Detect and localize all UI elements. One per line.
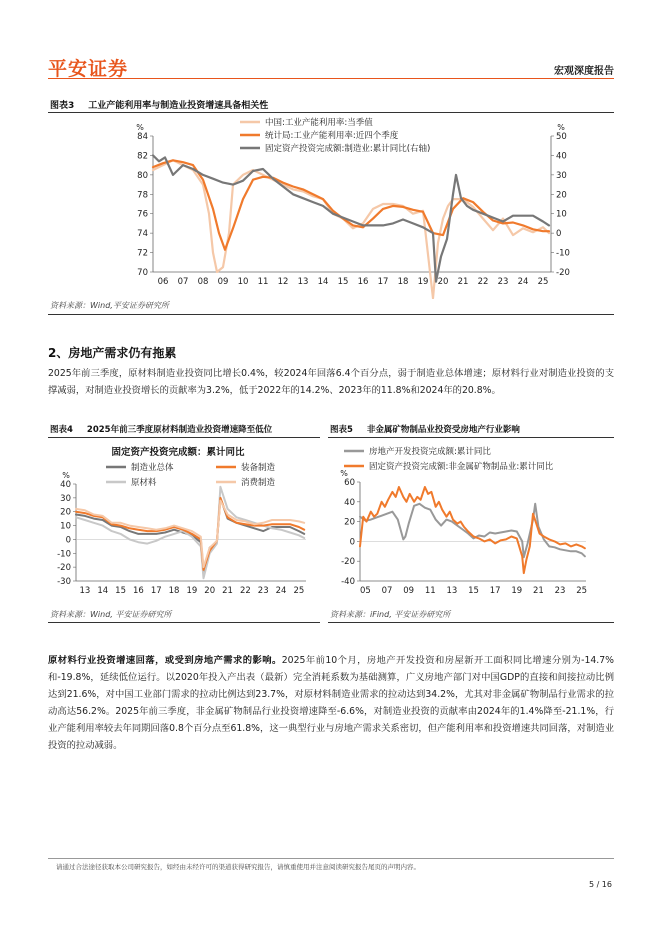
x-tick-label: 21 bbox=[222, 586, 233, 596]
y-tick-label: 20 bbox=[60, 507, 71, 518]
section-2-title: 2、房地产需求仍有拖累 bbox=[48, 346, 177, 360]
x-tick-label: 22 bbox=[239, 586, 251, 596]
fig4-bottom-rule bbox=[48, 622, 320, 623]
legend-label-1: 固定资产投资完成额:非金属矿物制品业:累计同比 bbox=[369, 462, 554, 472]
fig3-title: 工业产能利用率与制造业投资增速具备相关性 bbox=[88, 101, 269, 111]
header-divider bbox=[48, 78, 614, 79]
x-tick-label: 25 bbox=[293, 586, 305, 596]
x-tick-label: 07 bbox=[177, 277, 189, 287]
x-tick-label: 19 bbox=[186, 586, 198, 596]
section-2-paragraph: 2025年前三季度，原材料制造业投资同比增长0.4%，较2024年回落6.4个百分点，弱于制造业总体增速；原材料行业对制造业投资的支撑减弱，对制造业投资增长的贡献率为3.2%，低于2022年的14.2%、2023年的11.8%和2024年的20.8%。 bbox=[48, 368, 614, 396]
x-tick-label: 21 bbox=[533, 586, 544, 596]
x-tick-label: 23 bbox=[257, 586, 269, 596]
y-tick-label: -10 bbox=[57, 549, 71, 560]
y-tick-label: 76 bbox=[137, 209, 148, 220]
y-tick-label: -20 bbox=[57, 563, 71, 574]
legend-label-3: 消费制造 bbox=[241, 478, 276, 488]
y-tick-label: 80 bbox=[137, 170, 148, 181]
y-right-tick-label: 20 bbox=[556, 190, 567, 201]
y-axis-unit: % bbox=[62, 471, 70, 480]
y-tick-label: 0 bbox=[65, 535, 71, 546]
x-tick-label: 16 bbox=[357, 277, 369, 287]
y-tick-label: 70 bbox=[137, 268, 148, 278]
x-tick-label: 24 bbox=[517, 277, 529, 287]
legend-label-1: 原材料 bbox=[131, 478, 157, 488]
fig3-number: 图表3 bbox=[50, 101, 75, 111]
x-tick-label: 10 bbox=[237, 277, 249, 287]
legend-label-0: 房地产开发投资完成额:累计同比 bbox=[369, 447, 491, 457]
x-tick-label: 23 bbox=[554, 586, 566, 596]
fig3-header bbox=[50, 98, 610, 111]
report-type-label: 宏观深度报告 bbox=[554, 66, 614, 77]
y-axis-unit: % bbox=[136, 123, 144, 132]
footer-disclaimer: 请通过合法途径获取本公司研究报告，如经由未经许可的渠道获得研究报告，请慎重使用并注意阅读研究报告尾页的声明内容。 bbox=[56, 863, 420, 871]
x-tick-label: 20 bbox=[437, 277, 449, 287]
y-right-tick-label: 50 bbox=[556, 132, 567, 142]
x-tick-label: 15 bbox=[468, 586, 479, 596]
x-tick-label: 22 bbox=[477, 277, 489, 287]
y-right-tick-label: 30 bbox=[556, 170, 567, 181]
x-tick-label: 17 bbox=[377, 277, 389, 287]
fig4-number: 图表4 bbox=[50, 425, 73, 435]
x-tick-label: 06 bbox=[157, 277, 169, 287]
fig5-source: 资料来源：iFind, 平安证券研究所 bbox=[330, 610, 451, 619]
x-tick-label: 19 bbox=[511, 586, 523, 596]
y-right-tick-label: -10 bbox=[556, 248, 570, 259]
legend-label-0: 中国:工业产能利用率:当季值 bbox=[265, 118, 373, 128]
y-tick-label: 60 bbox=[344, 478, 355, 488]
x-tick-label: 14 bbox=[317, 277, 329, 287]
x-tick-label: 25 bbox=[537, 277, 549, 287]
closing-bold-lead: 原材料行业投资增速回落，或受到房地产需求的影响。 bbox=[48, 655, 282, 666]
y-tick-label: 0 bbox=[349, 537, 355, 548]
legend-label-2: 固定资产投资完成额:制造业:累计同比(右轴) bbox=[265, 144, 431, 154]
x-tick-label: 23 bbox=[497, 277, 509, 287]
y-right-tick-label: 40 bbox=[556, 151, 567, 162]
fig4-title: 2025年前三季度原材料制造业投资增速降至低位 bbox=[86, 425, 273, 435]
y-tick-label: 72 bbox=[137, 248, 148, 259]
y-tick-label: 40 bbox=[60, 480, 71, 490]
x-tick-label: 07 bbox=[381, 586, 393, 596]
y-tick-label: -40 bbox=[341, 577, 355, 587]
x-tick-label: 15 bbox=[337, 277, 349, 287]
fig5-title: 非金属矿物制品业投资受房地产行业影响 bbox=[366, 425, 520, 435]
y-tick-label: -30 bbox=[57, 577, 71, 587]
x-tick-label: 09 bbox=[217, 277, 229, 287]
y-tick-label: 40 bbox=[344, 497, 355, 508]
series-line-2 bbox=[76, 498, 304, 570]
legend-label-1: 统计局:工业产能利用率:近四个季度 bbox=[265, 131, 399, 141]
x-tick-label: 13 bbox=[297, 277, 309, 287]
y-tick-label: -20 bbox=[341, 557, 355, 568]
x-tick-label: 08 bbox=[197, 277, 209, 287]
x-tick-label: 14 bbox=[97, 586, 109, 596]
series-line-1 bbox=[360, 487, 585, 573]
y-tick-label: 78 bbox=[137, 190, 148, 201]
series-line-0 bbox=[360, 504, 585, 557]
x-tick-label: 13 bbox=[79, 586, 91, 596]
x-tick-label: 12 bbox=[277, 277, 289, 287]
y-tick-label: 74 bbox=[137, 229, 148, 240]
fig5-number: 图表5 bbox=[330, 425, 353, 435]
x-tick-label: 21 bbox=[457, 277, 469, 287]
y-right-tick-label: -20 bbox=[556, 268, 570, 278]
footer-rule bbox=[48, 858, 614, 859]
x-tick-label: 19 bbox=[417, 277, 429, 287]
fig3-source: 资料来源：Wind,平安证券研究所 bbox=[50, 301, 169, 310]
fig3-bottom-rule bbox=[48, 314, 614, 315]
series-line-0 bbox=[153, 160, 549, 298]
y-tick-label: 84 bbox=[137, 132, 148, 142]
fig5-header bbox=[330, 423, 614, 435]
company-logo: 平安证券 bbox=[48, 58, 129, 80]
x-tick-label: 05 bbox=[359, 586, 371, 596]
x-tick-label: 25 bbox=[576, 586, 588, 596]
x-tick-label: 18 bbox=[168, 586, 180, 596]
x-tick-label: 11 bbox=[424, 586, 436, 596]
y-tick-label: 20 bbox=[344, 517, 355, 528]
x-tick-label: 24 bbox=[275, 586, 287, 596]
fig5-bottom-rule bbox=[328, 622, 614, 623]
fig3-chart bbox=[48, 113, 614, 299]
y-right-axis-unit: % bbox=[557, 123, 565, 132]
legend-label-2: 装备制造 bbox=[241, 463, 276, 473]
fig5-chart bbox=[328, 438, 614, 606]
legend-label-0: 制造业总体 bbox=[131, 463, 174, 473]
y-tick-label: 82 bbox=[137, 151, 148, 162]
y-right-tick-label: 10 bbox=[556, 209, 567, 220]
x-tick-label: 09 bbox=[403, 586, 415, 596]
y-right-tick-label: 0 bbox=[556, 229, 562, 240]
x-tick-label: 17 bbox=[489, 586, 501, 596]
x-tick-label: 18 bbox=[397, 277, 409, 287]
x-tick-label: 13 bbox=[446, 586, 458, 596]
fig4-header bbox=[50, 423, 320, 435]
chart-title: 固定资产投资完成额：累计同比 bbox=[111, 447, 245, 458]
page-number: 5 / 16 bbox=[588, 880, 612, 889]
fig4-chart bbox=[48, 438, 320, 606]
fig4-source: 资料来源：Wind, 平安证券研究所 bbox=[50, 610, 172, 619]
y-axis-unit: % bbox=[340, 469, 348, 478]
x-tick-label: 17 bbox=[150, 586, 162, 596]
closing-body: 2025年前10个月，房地产开发投资和房屋新开工面积同比增速分别为-14.7%和-19.8%，延续低位运行。以2020年投入产出表（最新）完全消耗系数为基础测算，广义房地产部门对中国GDP的直接和间接拉动比例达到21.6%，对中国工业部门需求的拉动比例达到23.7%，对原材料制造业需求的拉动达到34.2%，尤其对非金属矿物制品行业需求的拉动高达56.2%。2025年前三季度，非金属矿物制品行业投资增速降至-6.6%，对制造业投资的贡献率由2024年的1.4%降至-21.1%，行业产能利用率较去年同期回落0.8个百分点至61.8%，这一典型行业与房地产需求关系密切，但产能利用率和投资增速共同回落，对制造业投资的拉动减弱。 bbox=[48, 655, 614, 751]
y-tick-label: 10 bbox=[60, 521, 71, 532]
x-tick-label: 15 bbox=[115, 586, 126, 596]
x-tick-label: 11 bbox=[257, 277, 269, 287]
x-tick-label: 20 bbox=[204, 586, 216, 596]
x-tick-label: 16 bbox=[132, 586, 144, 596]
y-tick-label: 30 bbox=[60, 493, 71, 504]
closing-paragraph bbox=[48, 652, 614, 754]
